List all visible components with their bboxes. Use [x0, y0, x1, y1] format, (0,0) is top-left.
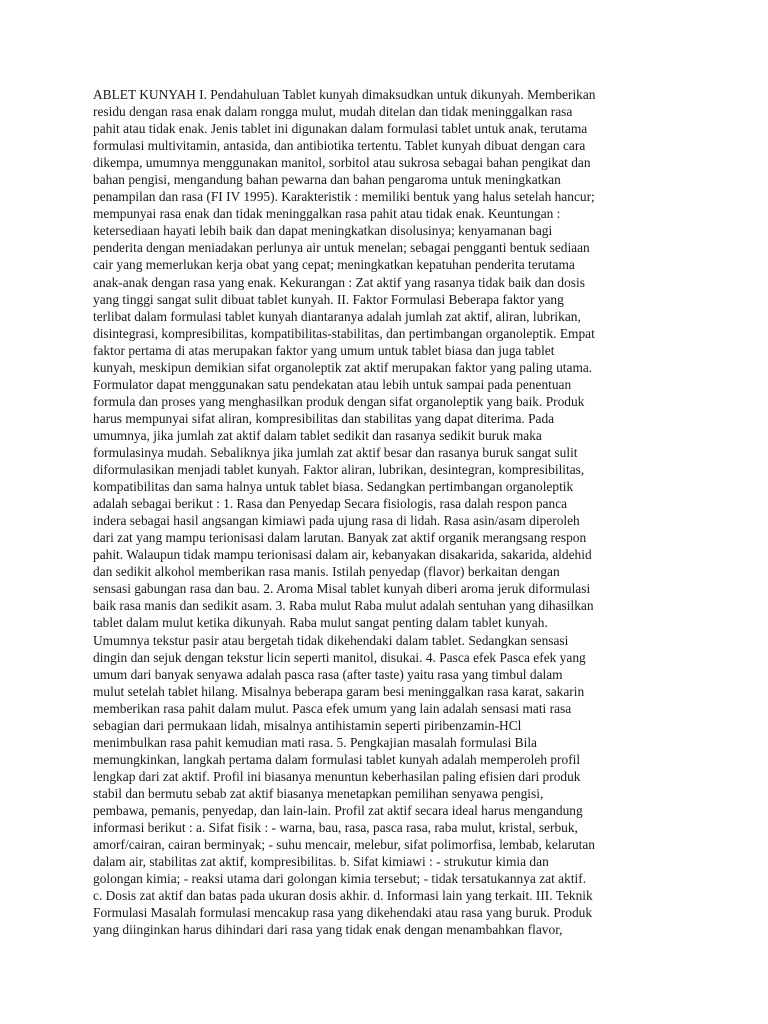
text-line: formulasinya mudah. Sebaliknya jika jumlah zat aktif besar dan rasanya buruk sangat sulit [93, 444, 578, 460]
text-line: dingin dan sejuk dengan tekstur licin seperti manitol, disukai. 4. Pasca efek Pasca efek yang [93, 649, 586, 665]
text-line: baik rasa manis dan sedikit asam. 3. Raba mulut Raba mulut adalah sentuhan yang dihasilkan [93, 598, 594, 614]
text-line: golongan kimia; - reaksi utama dari golongan kimia tersebut; - tidak tersatukannya zat aktif. [93, 871, 587, 887]
text-line: tablet dalam mulut ketika dikunyah. Raba mulut sangat penting dalam tablet kunyah. [93, 615, 548, 631]
text-line: bahan pengisi, mengandung bahan pewarna dan bahan pengaroma untuk meningkatkan [93, 172, 561, 188]
text-line: c. Dosis zat aktif dan batas pada ukuran dosis akhir. d. Informasi lain yang terkait. III. Teknik [93, 888, 593, 904]
text-line: penampilan dan rasa (FI IV 1995). Karakteristik : memiliki bentuk yang halus setelah hancur; [93, 189, 595, 205]
text-line: indera sebagai hasil angsangan kimiawi pada ujung rasa di lidah. Rasa asin/asam diperoleh [93, 513, 580, 529]
text-line: disintegrasi, kompresibilitas, kompatibilitas-stabilitas, dan pertimbangan organoleptik. Empat [93, 325, 595, 341]
text-line: formula dan proses yang menghasilkan produk dengan sifat organoleptik yang baik. Produk [93, 393, 585, 409]
text-line: dari zat yang mampu terionisasi dalam larutan. Banyak zat aktif organik merangsang respon [93, 530, 587, 546]
text-line: ketersediaan hayati lebih baik dan dapat meningkatkan disolusinya; kenyamanan bagi [93, 223, 553, 239]
text-line: diformulasikan menjadi tablet kunyah. Faktor aliran, lubrikan, desintegran, kompresibilitas, [93, 462, 585, 478]
text-line: ABLET KUNYAH I. Pendahuluan Tablet kunyah dimaksudkan untuk dikunyah. Memberikan [93, 87, 596, 102]
text-line: faktor pertama di atas merupakan faktor yang umum untuk tablet biasa dan juga tablet [93, 342, 555, 358]
text-line: harus mempunyai sifat aliran, kompresibilitas dan stabilitas yang dapat diterima. Pada [93, 410, 555, 426]
text-line: amorf/cairan, cairan berminyak; - suhu mencair, melebur, sifat polimorfisa, lembab, kelarutan [93, 837, 595, 853]
text-line: sebagian dari permukaan lidah, misalnya antihistamin seperti piribenzamin-HCl [93, 717, 522, 733]
text-line: penderita dengan meniadakan perlunya air untuk menelan; sebagai pengganti bentuk sediaan [93, 240, 590, 256]
text-line: anak-anak dengan rasa yang enak. Kekurangan : Zat aktif yang rasanya tidak baik dan dosis [93, 274, 585, 290]
text-line: lengkap dari zat aktif. Profil ini biasanya menuntun keberhasilan paling efisien dari produk [93, 768, 581, 784]
text-line: pahit. Walaupun tidak mampu terionisasi dalam air, kebanyakan disakarida, sakarida, aldehid [93, 547, 592, 563]
document-body-text [93, 86, 683, 938]
text-line: kunyah, meskipun demikian sifat organoleptik zat aktif merupakan faktor yang paling utama. [93, 359, 593, 375]
text-line: kompatibilitas dan sama halnya untuk tablet biasa. Sedangkan pertimbangan organoleptik [93, 479, 574, 495]
text-line: formulasi multivitamin, antasida, dan antibiotika tertentu. Tablet kunyah dibuat dengan cara [93, 138, 586, 154]
text-line: Formulasi Masalah formulasi mencakup rasa yang dikehendaki atau rasa yang buruk. Produk [93, 905, 593, 921]
text-line: memberikan rasa pahit dalam mulut. Pasca efek umum yang lain adalah sensasi mati rasa [93, 700, 572, 716]
text-line: terlibat dalam formulasi tablet kunyah diantaranya adalah jumlah zat aktif, aliran, lubrikan, [93, 308, 581, 324]
text-line: adalah sebagai berikut : 1. Rasa dan Penyedap Secara fisiologis, rasa dalah respon panca [93, 496, 568, 512]
text-line: yang tinggi sangat sulit dibuat tablet kunyah. II. Faktor Formulasi Beberapa faktor yang [93, 291, 564, 307]
text-line: mempunyai rasa enak dan tidak meninggalkan rasa pahit atau tidak enak. Keuntungan : [93, 206, 561, 222]
text-line: dan sedikit alkohol memberikan rasa manis. Istilah penyedap (flavor) berkaitan dengan [93, 564, 560, 580]
text-line: dalam air, stabilitas zat aktif, kompresibilitas. b. Sifat kimiawi : - strukutur kimia dan [93, 854, 549, 870]
text-line: umum dari banyak senyawa adalah pasca rasa (after taste) yaitu rasa yang timbul dalam [93, 666, 563, 682]
text-line: mulut setelah tablet hilang. Misalnya beberapa garam besi meninggalkan rasa karat, sakarin [93, 683, 585, 699]
text-line: memungkinkan, langkah pertama dalam formulasi tablet kunyah adalah memperoleh profil [93, 751, 581, 767]
document-page [93, 86, 683, 938]
text-line: umumnya, jika jumlah zat aktif dalam tablet sedikit dan rasanya sedikit buruk maka [93, 427, 542, 443]
text-line: dikempa, umumnya menggunakan manitol, sorbitol atau sukrosa sebagai bahan pengikat dan [93, 155, 591, 171]
text-line: cair yang memerlukan kerja obat yang cepat; meningkatkan kepatuhan penderita terutama [93, 257, 575, 273]
text-line: residu dengan rasa enak dalam rongga mulut, mudah ditelan dan tidak meninggalkan rasa [93, 104, 573, 120]
text-line: menimbulkan rasa pahit kemudian mati rasa. 5. Pengkajian masalah formulasi Bila [93, 734, 538, 750]
text-line: sensasi gabungan rasa dan bau. 2. Aroma Misal tablet kunyah diberi aroma jeruk diformulasi [93, 581, 591, 597]
text-line: pahit atau tidak enak. Jenis tablet ini digunakan dalam formulasi tablet untuk anak, terutama [93, 121, 588, 137]
text-line: Umumnya tekstur pasir atau bergetah tidak dikehendaki dalam tablet. Sedangkan sensasi [93, 632, 569, 648]
text-line: informasi berikut : a. Sifat fisik : - warna, bau, rasa, pasca rasa, raba mulut, kristal, serbuk, [93, 820, 578, 836]
text-line: stabil dan bermutu sebab zat aktif biasanya menetapkan pemilihan senyawa pengisi, [93, 785, 544, 801]
text-line: pembawa, pemanis, penyedap, dan lain-lain. Profil zat aktif secara ideal harus mengandung [93, 802, 583, 818]
text-line: Formulator dapat menggunakan satu pendekatan atau lebih untuk sampai pada penentuan [93, 376, 572, 392]
text-line: yang diinginkan harus dihindari dari rasa yang tidak enak dengan menambahkan flavor, [93, 922, 563, 938]
